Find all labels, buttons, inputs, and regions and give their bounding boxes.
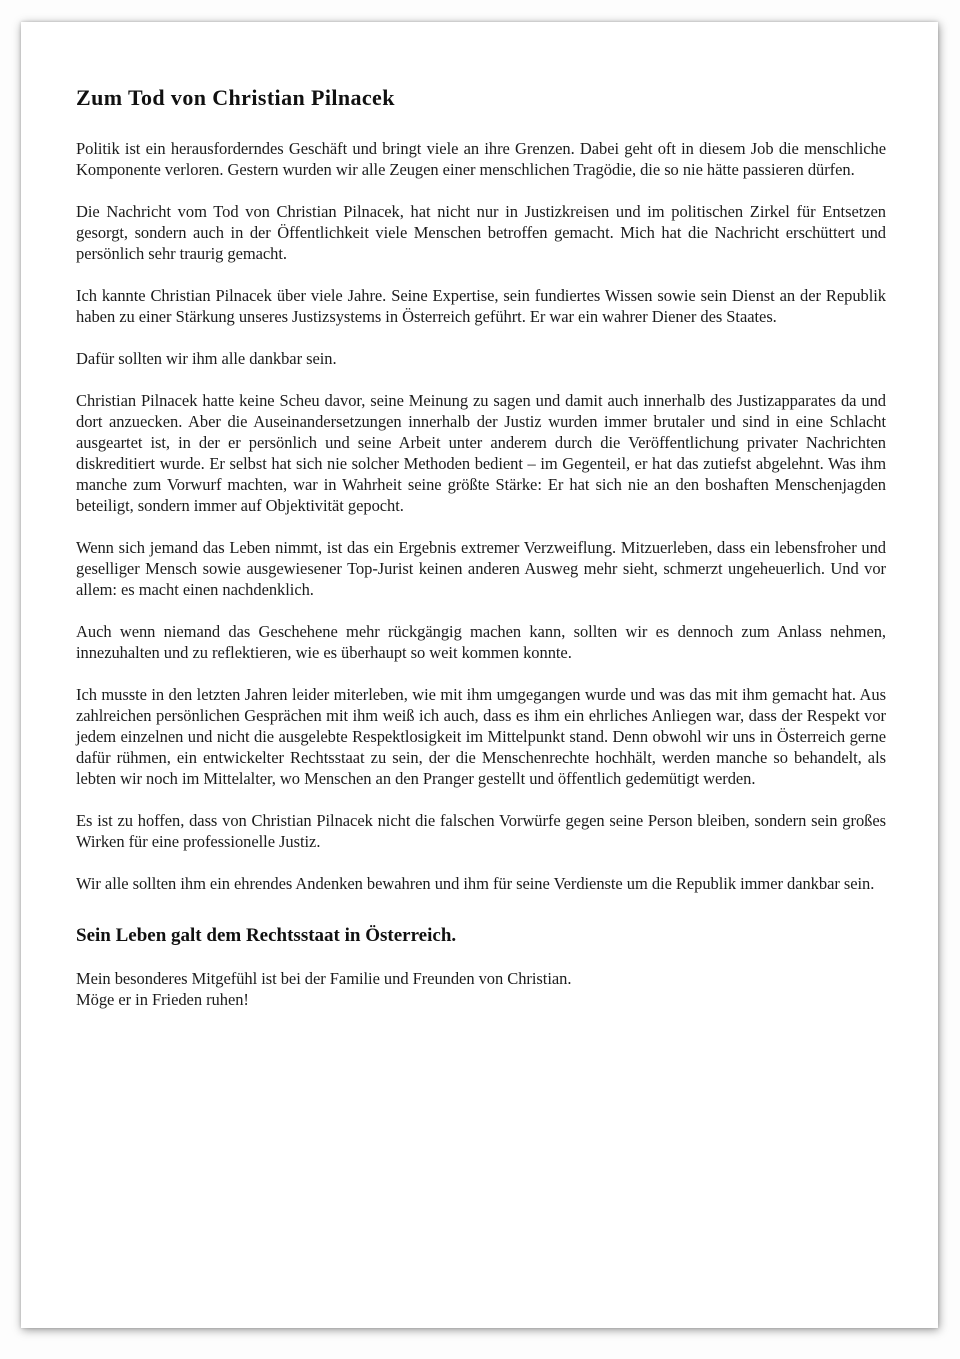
closing-paragraph: [76, 968, 886, 1010]
paragraph-dankbar: Dafür sollten wir ihm alle dankbar sein.: [76, 349, 337, 368]
paragraph-hoffen: Es ist zu hoffen, dass von Christian Pilnacek nicht die falschen Vorwürfe gegen seine Person bleiben, sondern sein großes Wirken für eine professionelle Justiz.: [76, 811, 886, 851]
paragraph-nachricht: Die Nachricht vom Tod von Christian Pilnacek, hat nicht nur in Justizkreisen und im politischen Zirkel für Entsetzen gesorgt, sondern auch in der Öffentlichkeit viele Menschen betroffen gemacht. Mich hat die Nachricht erschüttert und persönlich sehr traurig gemacht.: [76, 202, 886, 263]
paragraph-politik: Politik ist ein herausforderndes Geschäft und bringt viele an ihre Grenzen. Dabei geht oft in diesem Job die menschliche Komponente verloren. Gestern wurden wir alle Zeugen einer menschlichen Tragödie, die so nie hätte passieren dürfen.: [76, 139, 886, 179]
paragraph-leben-nimmt: Wenn sich jemand das Leben nimmt, ist das ein Ergebnis extremer Verzweiflung. Mitzuerleben, dass ein lebensfroher und geselliger Mensch sowie ausgewiesener Top-Jurist keinen anderen Ausweg mehr sieht, schmerzt ungeheuerlich. Und vor allem: es macht einen nachdenklich.: [76, 538, 886, 599]
paragraph-andenken: Wir alle sollten ihm ein ehrendes Andenken bewahren und ihm für seine Verdienste um die Republik immer dankbar sein.: [76, 874, 875, 893]
paragraph-keine-scheu: Christian Pilnacek hatte keine Scheu davor, seine Meinung zu sagen und damit auch innerhalb des Justizapparates da und dort anzuecken. Aber die Auseinandersetzungen innerhalb der Justiz wurden immer brutaler und sind in eine Schlacht ausgeartet ist, in der er persönlich und seine Arbeit unter anderem durch die Veröffentlichung privater Nachrichten diskreditiert wurde. Er selbst hat sich nie solcher Methoden bedient – im Gegenteil, er hat das zutiefst abgelehnt. Was ihm manche zum Vorwurf machten, war in Wahrheit seine größte Stärke: Er hat sich nie an den boshaften Menschenjagden beteiligt, sondern immer auf Objektivität gepocht.: [76, 391, 886, 515]
paragraph-letzte-jahre: Ich musste in den letzten Jahren leider miterleben, wie mit ihm umgegangen wurde und was das mit ihm gemacht hat. Aus zahlreichen persönlichen Gesprächen mit ihm weiß ich auch, dass es ihm ein ehrliches Anliegen war, dass der Respekt vor jedem einzelnen und nicht die ausgelebte Respektlosigkeit im Mittelpunkt stand. Denn obwohl wir uns in Österreich gerne dafür rühmen, ein entwickelter Rechtsstaat zu sein, der die Menschenrechte hochhält, werden manche so behandelt, als lebten wir noch im Mittelalter, wo Menschen an den Pranger gestellt und öffentlich gedemütigt werden.: [76, 685, 886, 788]
paragraph-ich-kannte: Ich kannte Christian Pilnacek über viele Jahre. Seine Expertise, sein fundiertes Wissen sowie sein Dienst an der Republik haben zu einer Stärkung unseres Justizsystems in Österreich geführt. Er war ein wahrer Diener des Staates.: [76, 286, 886, 326]
document-page: [21, 22, 938, 1328]
paragraph-anlass: Auch wenn niemand das Geschehene mehr rückgängig machen kann, sollten wir es dennoch zum Anlass nehmen, innezuhalten und zu reflektieren, wie es überhaupt so weit kommen konnte.: [76, 622, 886, 662]
document-title: Zum Tod von Christian Pilnacek: [76, 85, 395, 110]
closing-line-condolence: Mein besonderes Mitgefühl ist bei der Familie und Freunden von Christian.: [76, 969, 572, 988]
emphasis-line: Sein Leben galt dem Rechtsstaat in Österreich.: [76, 925, 457, 946]
closing-line-rest-in-peace: Möge er in Frieden ruhen!: [76, 990, 249, 1009]
